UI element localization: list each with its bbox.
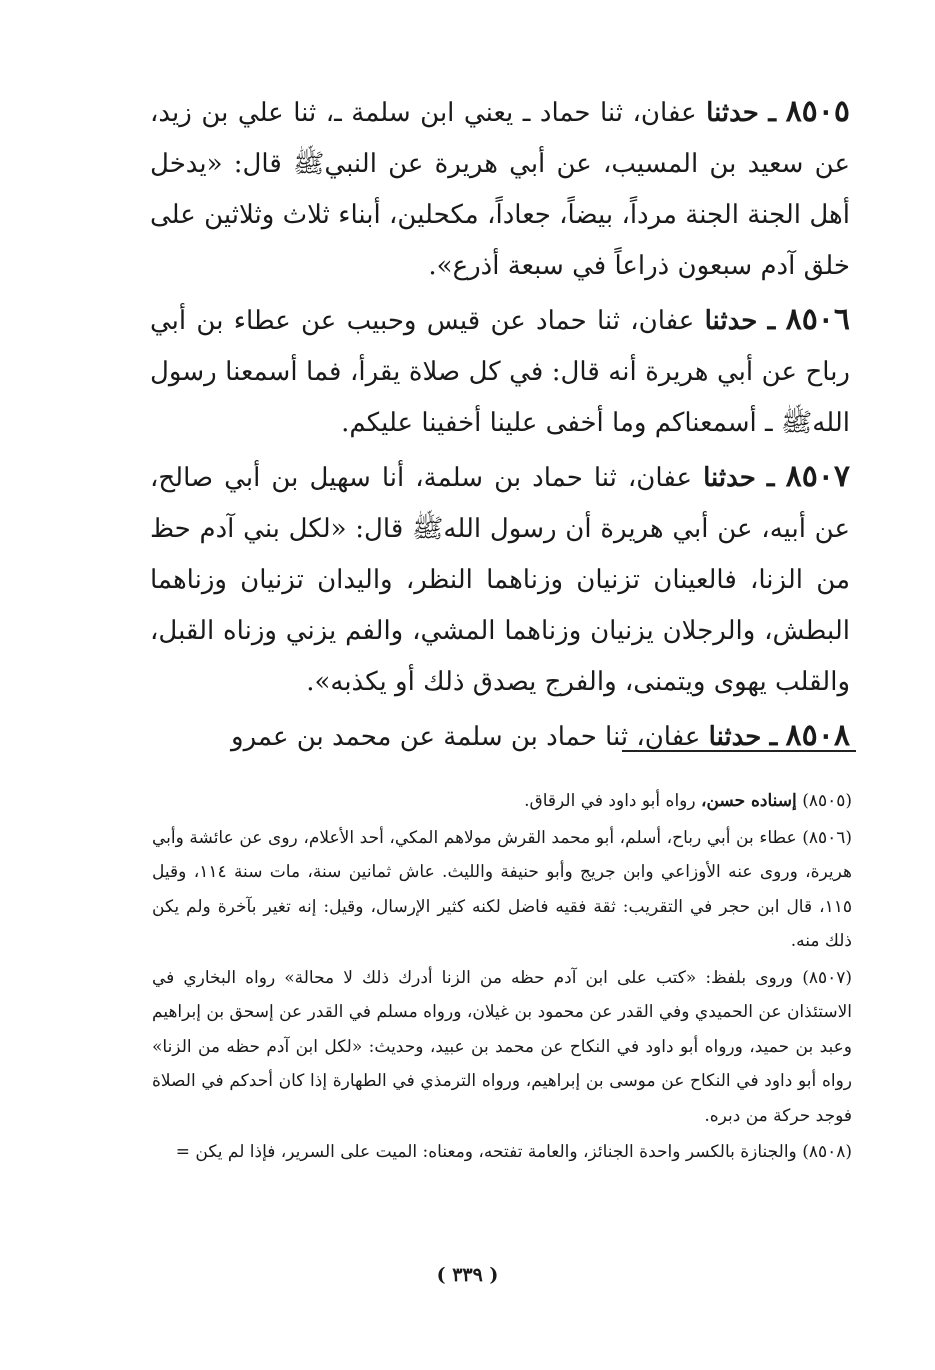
hadith-number: ٨٥٠٧ — [785, 459, 851, 494]
footnote-text: وروى بلفظ: «كتب على ابن آدم حظه من الزنا أدرك ذلك لا محالة» رواه البخاري في الاستئذان عن الحميدي وفي القدر عن محمود بن غيلان، ورواه مسلم في القدر عن إسحق بن إبراهيم وعبد بن حميد، ورواه أبو داود في النكاح عن محمد بن عبيد، وحديث: «لكل ابن آدم حظه من الزنا» رواه أبو داود في النكاح عن موسى بن إبراهيم، ورواه الترمذي في الطهارة إذا كان أحدكم في الصلاة فوجد حركة من دبره. — [152, 967, 852, 1126]
hadith-keyword: حدثنا — [703, 463, 756, 493]
hadith-text: عفان، ثنا حماد ـ يعني ابن سلمة ـ، ثنا علي بن زيد، عن سعيد بن المسيب، عن أبي هريرة عن النبيﷺ قال: «يدخل أهل الجنة الجنة مرداً، بيضاً، جعاداً، مكحلين، أبناء ثلاث وثلاثين على خلق آدم سبعون ذراعاً في سبعة أذرع». — [150, 98, 850, 281]
hadith-entry — [150, 294, 850, 449]
footnote-number: (٨٥٠٥) — [802, 791, 852, 811]
hadith-number: ٨٥٠٨ — [785, 718, 850, 753]
hadith-text: عفان، ثنا حماد بن سلمة عن محمد بن عمرو — [231, 722, 701, 752]
footnote-divider — [622, 750, 856, 752]
footnote-text: رواه أبو داود في الرقاق. — [524, 791, 696, 811]
hadith-text: عفان، ثنا حماد عن قيس وحبيب عن عطاء بن أبي رباح عن أبي هريرة أنه قال: في كل صلاة يقرأ، فما أسمعنا رسول اللهﷺ ـ أسمعناكم وما أخفى علينا أخفينا عليكم. — [150, 306, 850, 438]
hadith-keyword: حدثنا — [708, 722, 762, 752]
hadith-entry — [150, 710, 850, 763]
footnote — [152, 1135, 852, 1170]
footnote — [152, 961, 852, 1134]
hadith-dash: ـ — [768, 98, 777, 128]
hadith-dash: ـ — [767, 306, 776, 336]
footnote — [152, 784, 852, 819]
hadith-number: ٨٥٠٥ — [785, 94, 851, 129]
hadith-keyword: حدثنا — [706, 98, 759, 128]
footnote-text: عطاء بن أبي رباح، أسلم، أبو محمد القرش مولاهم المكي، أحد الأعلام، روى عن عائشة وأبي هريرة، وروى عنه الأوزاعي وابن جريج وأبو حنيفة والليث. عاش ثمانين سنة، مات سنة ١١٤، وقيل ١١٥، قال ابن حجر في التقريب: ثقة فقيه فاضل لكنه كثير الإرسال، وقيل: إنه تغير بآخرة ولم يكن ذلك منه. — [152, 827, 852, 951]
footnote-number: (٨٥٠٧) — [802, 967, 852, 988]
footnote-number: (٨٥٠٦) — [802, 827, 852, 848]
hadith-number: ٨٥٠٦ — [785, 302, 851, 337]
footnote-number: (٨٥٠٨) — [802, 1142, 852, 1162]
hadith-dash: ـ — [766, 463, 775, 493]
footnotes — [152, 784, 852, 1170]
hadith-entry — [150, 451, 850, 708]
footnote — [152, 821, 852, 959]
hadith-entry — [150, 86, 850, 292]
footnote-keyword: إسناده حسن، — [701, 791, 797, 811]
hadith-dash: ـ — [769, 722, 778, 752]
hadith-text: عفان، ثنا حماد بن سلمة، أنا سهيل بن أبي صالح، عن أبيه، عن أبي هريرة أن رسول اللهﷺ قال: «لكل بني آدم حظ من الزنا، فالعينان تزنيان وزناهما النظر، واليدان تزنيان وزناهما البطش، والرجلان يزنيان وزناهما المشي، والفم يزني وزناه القبل، والقلب يهوى ويتمنى، والفرج يصدق ذلك أو يكذبه». — [150, 463, 850, 697]
footnote-text: والجنازة بالكسر واحدة الجنائز، والعامة تفتحه، ومعناه: الميت على السرير، فإذا لم يكن = — [175, 1142, 797, 1162]
hadith-keyword: حدثنا — [704, 306, 758, 336]
page-number: ( ٣٣٩ ) — [436, 1264, 499, 1286]
main-text — [150, 86, 850, 763]
